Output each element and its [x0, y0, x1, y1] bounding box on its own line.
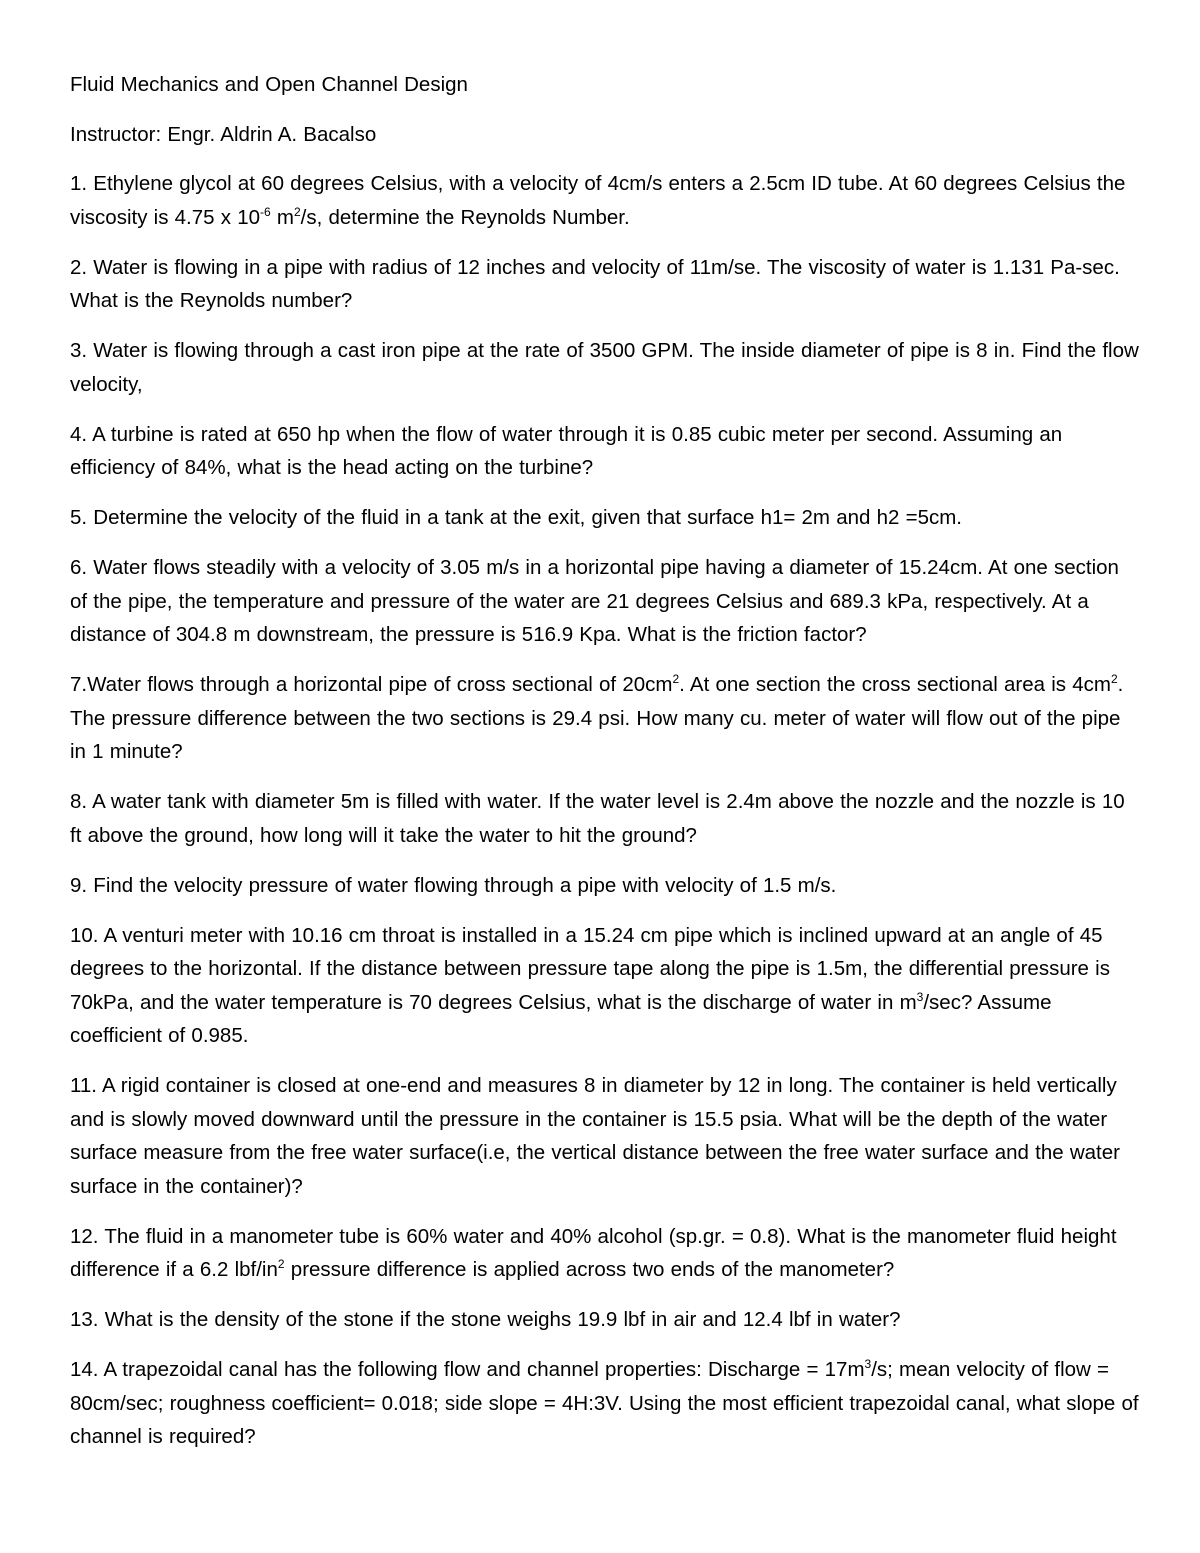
question-1: 1. Ethylene glycol at 60 degrees Celsius, with a velocity of 4cm/s enters a 2.5cm ID tube. At 60 degrees Celsius the viscosity is 4.75 x $10^{-6}$ $m^2/s$, determine the Reynolds Number.: [70, 172, 1126, 229]
question-5: 5. Determine the velocity of the fluid in a tank at the exit, given that surface h1= 2m and h2 =5cm.: [70, 506, 963, 529]
question-8: 8. A water tank with diameter 5m is filled with water. If the water level is 2.4m above the nozzle and the nozzle is 10 ft above the ground, how long will it take the water to hit the ground?: [70, 790, 1125, 847]
question-3: 3. Water is flowing through a cast iron pipe at the rate of 3500 GPM. The inside diameter of pipe is 8 in. Find the flow velocity,: [70, 339, 1139, 396]
instructor-line: Instructor: Engr. Aldrin A. Bacalso: [70, 122, 377, 146]
question-9: 9. Find the velocity pressure of water flowing through a pipe with velocity of 1.5 m/s.: [70, 873, 837, 897]
document-title: Fluid Mechanics and Open Channel Design: [70, 73, 468, 96]
question-11: 11. A rigid container is closed at one-end and measures 8 in diameter by 12 in long. The container is held vertically and is slowly moved downward until the pressure in the container is 15.5 psia. What will be the depth of the water surface measure from the free water surface(i.e, the vertical distance between the free water surface and the water surface in the container)?: [70, 1074, 1120, 1198]
question-13: 13. What is the density of the stone if the stone weighs 19.9 lbf in air and 12.4 lbf in water?: [70, 1308, 901, 1331]
question-4: 4. A turbine is rated at 650 hp when the flow of water through it is 0.85 cubic meter per second. Assuming an efficiency of 84%, what is the head acting on the turbine?: [70, 422, 1063, 479]
document-page: [70, 68, 1140, 1470]
question-6: 6. Water flows steadily with a velocity of 3.05 m/s in a horizontal pipe having a diameter of 15.24cm. At one section of the pipe, the temperature and pressure of the water are 21 degrees Celsius and 689.3 kPa, respectively. At a distance of 304.8 m downstream, the pressure is 516.9 Kpa. What is the friction factor?: [70, 556, 1119, 646]
question-2: 2. Water is flowing in a pipe with radius of 12 inches and velocity of 11m/se. The viscosity of water is 1.131 Pa-sec. What is the Reynolds number?: [70, 255, 1120, 312]
question-14: 14. A trapezoidal canal has the following flow and channel properties: Discharge = $17m^3/s$; mean velocity of flow = 80cm/sec; roughness coefficient= 0.018; side slope = 4H:3V. Using the most efficient trapezoidal canal, what slope of channel is required?: [70, 1357, 1139, 1448]
question-12: 12. The fluid in a manometer tube is 60% water and 40% alcohol (sp.gr. = 0.8). What is the manometer fluid height difference if a 6.2 lbf/$in^2$ pressure difference is applied across two ends of the manometer?: [70, 1224, 1117, 1281]
question-10: 10. A venturi meter with 10.16 cm throat is installed in a 15.24 cm pipe which is inclined upward at an angle of 45 degrees to the horizontal. If the distance between pressure tape along the pipe is 1.5m, the differential pressure is 70kPa, and the water temperature is 70 degrees Celsius, what is the discharge of water in $m^3/\sec$? Assume coefficient of 0.985.: [70, 923, 1110, 1047]
question-7: 7.Water flows through a horizontal pipe of cross sectional of $20cm^2$. At one section the cross sectional area is $4cm^2$. The pressure difference between the two sections is 29.4 psi. How many cu. meter of water will flow out of the pipe in 1 minute?: [70, 672, 1124, 763]
